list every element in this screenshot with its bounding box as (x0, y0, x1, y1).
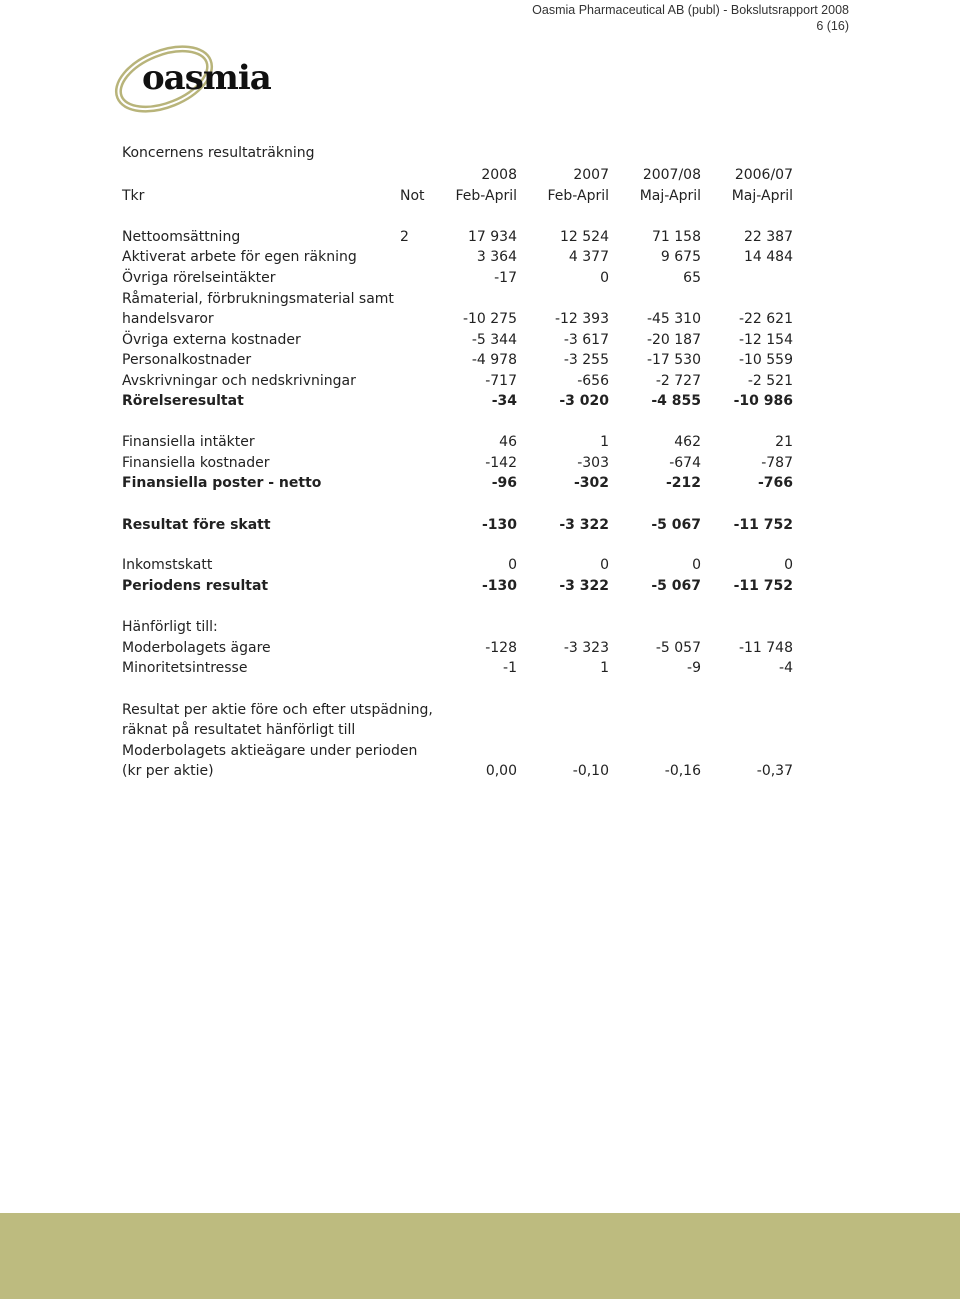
col-year: 2006/07 (734, 167, 793, 183)
row-value: -11 752 (733, 517, 793, 533)
col-period: Maj-April (639, 188, 701, 204)
row-value: -5 057 (655, 640, 701, 656)
table-row (122, 309, 794, 330)
table-row (122, 473, 794, 494)
row-value: -5 344 (471, 332, 517, 348)
table-row (122, 371, 794, 392)
row-value: 1 (600, 660, 609, 676)
table-row (122, 432, 794, 453)
col-period: Feb-April (547, 188, 609, 204)
row-value: -0,16 (664, 763, 701, 779)
table-row (122, 700, 794, 721)
row-value: -5 067 (651, 578, 701, 594)
row-label: Resultat per aktie före och efter utspädning, (122, 702, 433, 718)
table-row (122, 617, 794, 638)
row-label: räknat på resultatet hänförligt till (122, 722, 356, 738)
row-value: -96 (491, 475, 517, 491)
table-row (122, 227, 794, 248)
table-row (122, 555, 794, 576)
row-value: -766 (757, 475, 793, 491)
table-row (122, 453, 794, 474)
row-value: -2 521 (747, 373, 793, 389)
row-value: -10 275 (462, 311, 517, 327)
row-label: Periodens resultat (122, 578, 269, 594)
footer-band (0, 1213, 960, 1299)
row-value: -3 020 (559, 393, 609, 409)
row-value: -12 393 (554, 311, 609, 327)
page-number: 6 (16) (816, 19, 849, 33)
table-row (122, 741, 794, 762)
row-value: -17 (494, 270, 517, 286)
row-label: Finansiella intäkter (122, 434, 255, 450)
row-value: 46 (499, 434, 517, 450)
row-label: (kr per aktie) (122, 763, 214, 779)
table-row (122, 658, 794, 679)
row-value: -130 (481, 578, 517, 594)
row-label: Resultat före skatt (122, 517, 271, 533)
row-label: Aktiverat arbete för egen räkning (122, 249, 357, 265)
row-value: -656 (577, 373, 609, 389)
row-label: handelsvaror (122, 311, 214, 327)
row-value: 17 934 (468, 229, 517, 245)
table-row (122, 638, 794, 659)
row-value: -45 310 (646, 311, 701, 327)
row-value: -3 323 (563, 640, 609, 656)
table-row (122, 350, 794, 371)
row-value: 3 364 (476, 249, 517, 265)
row-value: 0 (692, 557, 701, 573)
row-value: -3 322 (559, 517, 609, 533)
row-value: -142 (485, 455, 517, 471)
table-row (122, 289, 794, 310)
row-value: -11 752 (733, 578, 793, 594)
row-value: -9 (687, 660, 701, 676)
row-value: -12 154 (738, 332, 793, 348)
table-row (122, 720, 794, 741)
table-row (122, 268, 794, 289)
row-label: Nettoomsättning (122, 229, 241, 245)
unit-label: Tkr (122, 188, 145, 204)
row-value: 0 (784, 557, 793, 573)
note-header: Not (400, 188, 425, 204)
header-years-row (122, 165, 794, 186)
row-value: -302 (573, 475, 609, 491)
row-value: 12 524 (560, 229, 609, 245)
row-value: 22 387 (744, 229, 793, 245)
row-value: -717 (485, 373, 517, 389)
row-value: -3 255 (563, 352, 609, 368)
row-value: 0,00 (485, 763, 517, 779)
page-header (532, 2, 849, 34)
row-value: -674 (669, 455, 701, 471)
logo-wordmark: oasmia (142, 58, 271, 98)
row-value: -0,10 (572, 763, 609, 779)
row-label: Rörelseresultat (122, 393, 244, 409)
row-value: -1 (503, 660, 517, 676)
row-label: Minoritetsintresse (122, 660, 248, 676)
table-row (122, 576, 794, 597)
row-value: 65 (683, 270, 701, 286)
row-label: Moderbolagets aktieägare under perioden (122, 743, 418, 759)
table-row (122, 391, 794, 412)
row-value: -22 621 (738, 311, 793, 327)
row-value: 71 158 (652, 229, 701, 245)
row-value: -130 (481, 517, 517, 533)
row-label: Moderbolagets ägare (122, 640, 271, 656)
row-value: -10 559 (738, 352, 793, 368)
col-year: 2008 (481, 167, 517, 183)
oasmia-logo (112, 44, 272, 116)
row-value: -4 (779, 660, 793, 676)
row-label: Finansiella poster - netto (122, 475, 322, 491)
row-value: -4 855 (651, 393, 701, 409)
row-value: 0 (600, 557, 609, 573)
header-periods-row (122, 186, 794, 207)
row-value: 9 675 (660, 249, 701, 265)
row-label: Finansiella kostnader (122, 455, 270, 471)
row-label: Inkomstskatt (122, 557, 213, 573)
report-title: Oasmia Pharmaceutical AB (publ) - Bokslutsrapport 2008 (532, 3, 849, 17)
row-value: 14 484 (744, 249, 793, 265)
row-label: Övriga externa kostnader (122, 332, 301, 348)
row-label: Övriga rörelseintäkter (122, 270, 276, 286)
table-row (122, 330, 794, 351)
row-value: 0 (600, 270, 609, 286)
row-label: Råmaterial, förbrukningsmaterial samt (122, 291, 394, 307)
row-value: -4 978 (471, 352, 517, 368)
row-value: -3 322 (559, 578, 609, 594)
row-value: 0 (508, 557, 517, 573)
col-period: Feb-April (455, 188, 517, 204)
row-value: -212 (665, 475, 701, 491)
row-value: -11 748 (738, 640, 793, 656)
row-value: 4 377 (568, 249, 609, 265)
row-value: -787 (761, 455, 793, 471)
row-label: Personalkostnader (122, 352, 252, 368)
table-row (122, 247, 794, 268)
row-value: -3 617 (563, 332, 609, 348)
row-value: -20 187 (646, 332, 701, 348)
row-value: -303 (577, 455, 609, 471)
row-note: 2 (400, 229, 409, 245)
row-value: -5 067 (651, 517, 701, 533)
col-period: Maj-April (731, 188, 793, 204)
row-value: 1 (600, 434, 609, 450)
row-label: Avskrivningar och nedskrivningar (122, 373, 356, 389)
row-value: -128 (485, 640, 517, 656)
row-value: -10 986 (733, 393, 793, 409)
table-row (122, 515, 794, 536)
row-value: 21 (775, 434, 793, 450)
row-value: -17 530 (646, 352, 701, 368)
col-year: 2007/08 (642, 167, 701, 183)
table-row (122, 761, 794, 782)
row-value: 462 (674, 434, 701, 450)
row-label: Hänförligt till: (122, 619, 218, 635)
row-value: -0,37 (756, 763, 793, 779)
row-value: -34 (491, 393, 517, 409)
section-title: Koncernens resultaträkning (122, 145, 315, 161)
row-value: -2 727 (655, 373, 701, 389)
col-year: 2007 (573, 167, 609, 183)
